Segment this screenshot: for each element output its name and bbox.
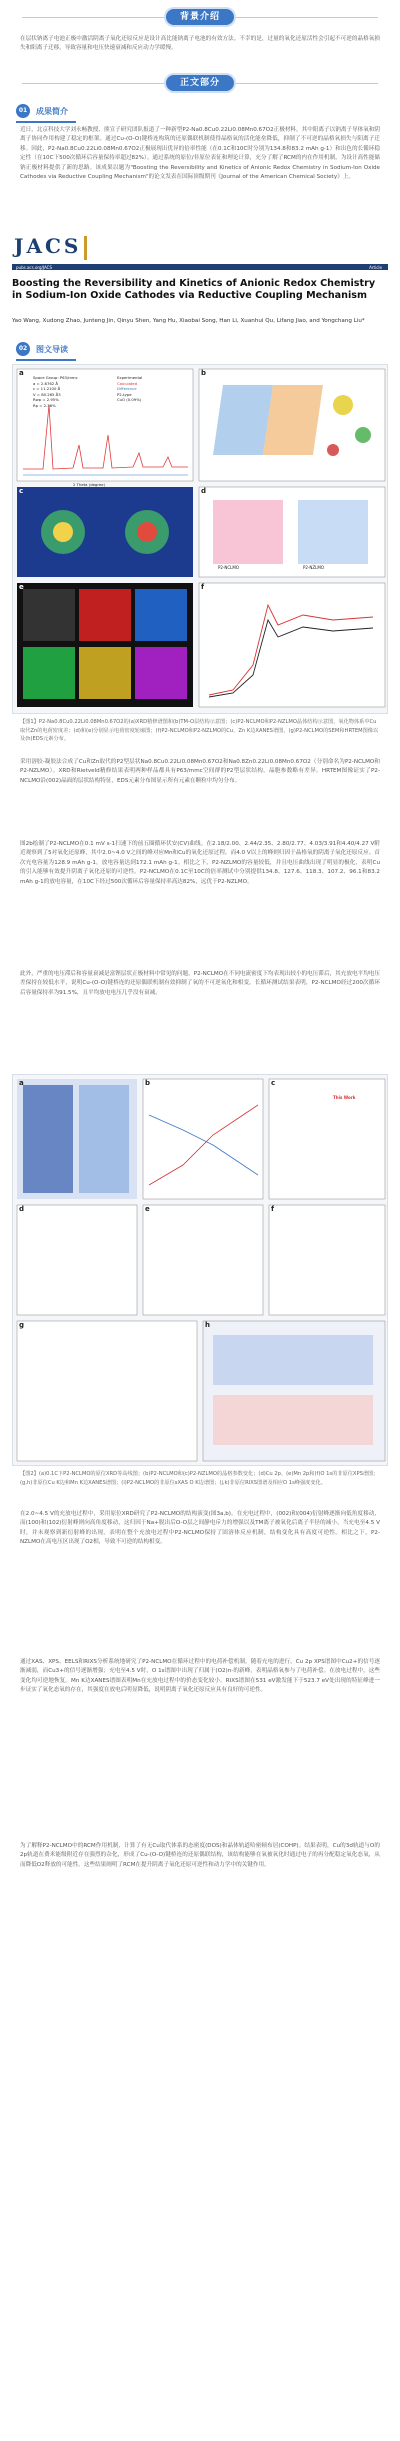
summary-paragraph: 近日，北京科技大学刘永畅教授、熊宣子研究团队报道了一种新型P2-Na0.8Cu0.22Li0.08Mn0.67O2正极材料，其中阳离子以钠离子导体氧和阴离子协同作用构建了稳定的框架。通过Cu-(O-O)键桥连构筑的还原偶联机制使得晶格氧的活化能垒降低，抑制了不可逆的晶格氧损失与阳离子迁移。因此，P2-Na0.8Cu0.22Li0.08Mn0.67O2正极展现出优异的倍率性能（在0.1C和10C时分别为134.8和83.2 mAh g-1）和出色的长循环稳定性（在10C下500次循环后容量保持率超过82%）。通过系统的原位/非原位表征和理论计算，充分了解了RCM的内在作用机制，为设计高性能储钠正极材料提供了新的思路。该成果以题为"Boosting the Reversibility and Kinetics of Anionic Redox Chemistry in Sodium-Ion Oxide Cathodes via Reductive Coupling Mechanism"的论文发表在国际顶级期刊《Journal of the American Chemical Society》上。 [20, 127, 380, 181]
paragraph-synthesis: 采用溶胶-凝胶法合成了Cu和Zn取代的P2型层状Na0.8Cu0.22Li0.08Mn0.67O2和Na0.8Zn0.22Li0.08Mn0.67O2（分别命名为P2-NCLMO和P2-NZLMO）。XRD和Rietveld精修结果表明两种样品都具有P63/mmc空间群的P2型层状结构，晶胞参数略有差异。HRTEM图像证实了P2-NCLMO沿(002)晶面的层状结构特征，EDS元素分布图显示所有元素在颗粒中均匀分布。 [20, 759, 380, 784]
section-underline [16, 121, 76, 123]
background-section-label: 背景介绍 [166, 9, 234, 25]
section-number: 01 [16, 104, 30, 118]
figure-2-graphic [13, 1075, 388, 1465]
journal-logo: JACS [14, 234, 82, 258]
section-01-heading [16, 104, 68, 118]
fig2-panel-g: g [19, 1321, 25, 1329]
paragraph-mechanism: 为了解释P2-NCLMO中的RCM作用机制，计算了有无Cu取代体系的态密度(DOS)和晶体轨道哈密顿布居(COHP)。结果表明，Cu的3d轨道与O的2p轨道在费米能级附近存在强烈的杂化，形成了Cu-(O-O)键桥连的还原偶联结构，该结构能够在氧被氧化时通过电子的再分配稳定氧化态氧，从而降低O2释放的可能性。这些结果阐明了RCM在提升阴离子氧化还原可逆性和动力学中的关键作用。 [20, 1843, 380, 1868]
article-tag: Article [369, 265, 382, 270]
figure-1-caption: 【图1】P2-Na0.8Cu0.22Li0.08Mn0.67O2的(a)XRD精修谱图和(b)TM-O层结构示意图；(c)P2-NCLMO和P2-NZLMO晶体结构示意图，氧化物体系中Cu取代Zn的电荷密度差；(d)和(e)分别显示电荷密度轮廓图；(f)P2-NCLMO和P2-NZLMO的Cu、Zn K边XANES谱图，(g)P2-NCLMO的SEM和HRTEM图像以及(h)EDS元素分布。 [20, 719, 379, 743]
xps-o-plot [269, 1205, 385, 1315]
paragraph-hysteresis: 此外，严重的电压滞后和容量衰减是富锂层状正极材料中常见的问题。P2-NCLMO在不同电流密度下均表现出较小的电压滞后，其充放电平均电压差保持在较低水平，说明Cu-(O-O)键桥连的还原偶联机制有效抑制了氧的不可逆氧化和相变。长循环测试结果表明，P2-NCLMO经过200次循环后容量保持率为91.5%，且平均放电电压几乎没有衰减。 [20, 971, 380, 996]
fig2-panel-c: c [271, 1079, 276, 1087]
fig2-panel-b: b [145, 1079, 151, 1087]
journal-header [12, 228, 388, 272]
panel-label-f: f [201, 583, 205, 591]
fig2-panel-f: f [271, 1205, 275, 1213]
panel-label-b: b [201, 369, 207, 377]
lattice-parameter-plot [143, 1079, 263, 1199]
figure-1 [12, 364, 388, 714]
section-underline [16, 359, 76, 361]
main-section-label: 正文部分 [166, 75, 234, 91]
figure-2 [12, 1074, 388, 1466]
xrd-legend: Experimental Calculated Difference P2-type CuO (0.09%) [117, 375, 143, 403]
panel-label-a: a [19, 369, 24, 377]
xps-cu-plot [17, 1205, 137, 1315]
intro-paragraph: 在层状钠离子电池正极中激活阴离子氧化还原反应是设计高比能钠离子电池的有效方法。不幸的是，过量的氧化还原活性会引起不可逆的晶格氧损失和阳离子迁移，导致容量和电压快速衰减和反应动力学缓慢。 [20, 36, 380, 52]
paragraph-charge-compensation: 通过XAS、XPS、EELS和RIXS分析系统地研究了P2-NCLMO在循环过程中的电荷补偿机制。随着充电的进行，Cu 2p XPS谱图中Cu2+的信号逐渐减弱，而Cu3+的信号逐渐增强；充电至4.5 V时，O 1s谱图中出现了归属于(O2)n-的新峰，表明晶格氧参与了电荷补偿。在放电过程中，这些变化均可逆地恢复。Mn K边XANES谱图表明Mn在充放电过程中的价态变化较小。RIXS谱图在531 eV激发能下于523.7 eV处出现的特征峰进一步证实了氧化态氧的存在，其强度在放电后明显降低，说明阴离子氧化还原反应具有良好的可逆性。 [20, 1659, 380, 1694]
this-work-label: This Work [333, 1095, 356, 1100]
paragraph-electrochem: 图2b绘制了P2-NCLMO在0.1 mV s-1扫速下的前五圈循环伏安(CV)曲线。在2.18/2.00、2.44/2.35、2.80/2.77、4.03/3.91和4.40/4.27 V附近观察到了5对氧化还原峰，其中2.0~4.0 V之间的峰对应Mn和Cu的氧化还原过程，而4.0 V以上的峰则归因于晶格氧的阴离子氧化还原反应。首次充电容量为128.9 mAh g-1，放电容量达到172.1 mAh g-1。相比之下，P2-NZLMO的容量较低，并且电压曲线出现了明显的极化，表明Cu的引入能够有效提升阴离子氧化还原的可逆性。P2-NCLMO在0.1C至10C的倍率测试中分别提供134.8、127.6、118.3、107.2、96.1和83.2 mAh g-1的放电容量，在10C下经过500次循环后容量保持率高达82%，远优于P2-NZLMO。 [20, 841, 380, 885]
journal-logo-divider [84, 236, 87, 260]
density-label-ncl: P2-NCLMO [218, 565, 240, 570]
figure-2-caption: 【图2】(a)0.1C下P2-NCLMO的原位XRD等高线图；(b)P2-NCLMO和(c)P2-NZLMO的晶格参数变化；(d)Cu 2p、(e)Mn 2p和(f)O 1s的非原位XPS谱图；(g,h)非原位Cu K边和Mn K边XANES谱图；(i)P2-NCLMO的非原位sXAS O K边谱图；(j,k)非原位RIXS图谱及相应O 1s峰强度变化。 [20, 1471, 379, 1486]
xanes-plot [17, 1321, 197, 1461]
section-02-heading [16, 342, 68, 356]
journal-banner-bar [12, 264, 388, 270]
comparison-plot [269, 1079, 385, 1199]
paragraph-structure: 在2.0~4.5 V的充放电过程中，采用原位XRD研究了P2-NCLMO的结构演变(图3a,b)。在充电过程中，(002)和(004)衍射峰逐渐向低角度移动，而(100)和(102)衍射峰则向高角度移动，这归因于Na+脱出后O-O层之间静电斥力的增强以及TM离子被氧化后离子半径的减小。当充电至4.5 V时，并未观察到新衍射峰的出现，表明在整个充放电过程中P2-NCLMO保持了固溶体反应机制，结构变化具有高度可逆性。相比之下，P2-NZLMO在高电压区出现了O2相，导致不可逆的结构相变。 [20, 1511, 380, 1546]
article-title: Boosting the Reversibility and Kinetics of Anionic Redox Chemistry in Sodium-Ion Oxide Cathodes via Reductive Coupling Mechanism [12, 278, 376, 301]
fig2-panel-e: e [145, 1205, 150, 1213]
xps-mn-plot [143, 1205, 263, 1315]
panel-label-d: d [201, 487, 207, 495]
section-title: 成果简介 [36, 106, 68, 116]
panel-label-c: c [19, 487, 24, 495]
fig2-panel-d: d [19, 1205, 25, 1213]
fig2-panel-h: h [205, 1321, 210, 1329]
section-number: 02 [16, 342, 30, 356]
panel-label-e: e [19, 583, 24, 591]
section-title: 图文导读 [36, 344, 68, 354]
xanes-panel [199, 583, 385, 707]
xrd-xlabel: 2 Theta (degree) [73, 482, 105, 487]
xrd-refinement-info: Space Group: P63/mmc a = 2.8762 Å c = 11.2100 Å V = 80.265 Å3 Rwp = 2.95% Rp = 2.36% [33, 375, 78, 408]
journal-url[interactable]: pubs.acs.org/JACS [16, 265, 52, 270]
density-label-nzl: P2-NZLMO [303, 565, 324, 570]
article-authors: Yao Wang, Xudong Zhao, Junteng Jin, Qinyu Shen, Yang Hu, Xiaobai Song, Han Li, Xuanhui Qu, Lifang Jiao, and Yongchang Liu* [12, 318, 365, 324]
fig2-panel-a: a [19, 1079, 24, 1087]
figure-1-graphic [13, 365, 388, 713]
